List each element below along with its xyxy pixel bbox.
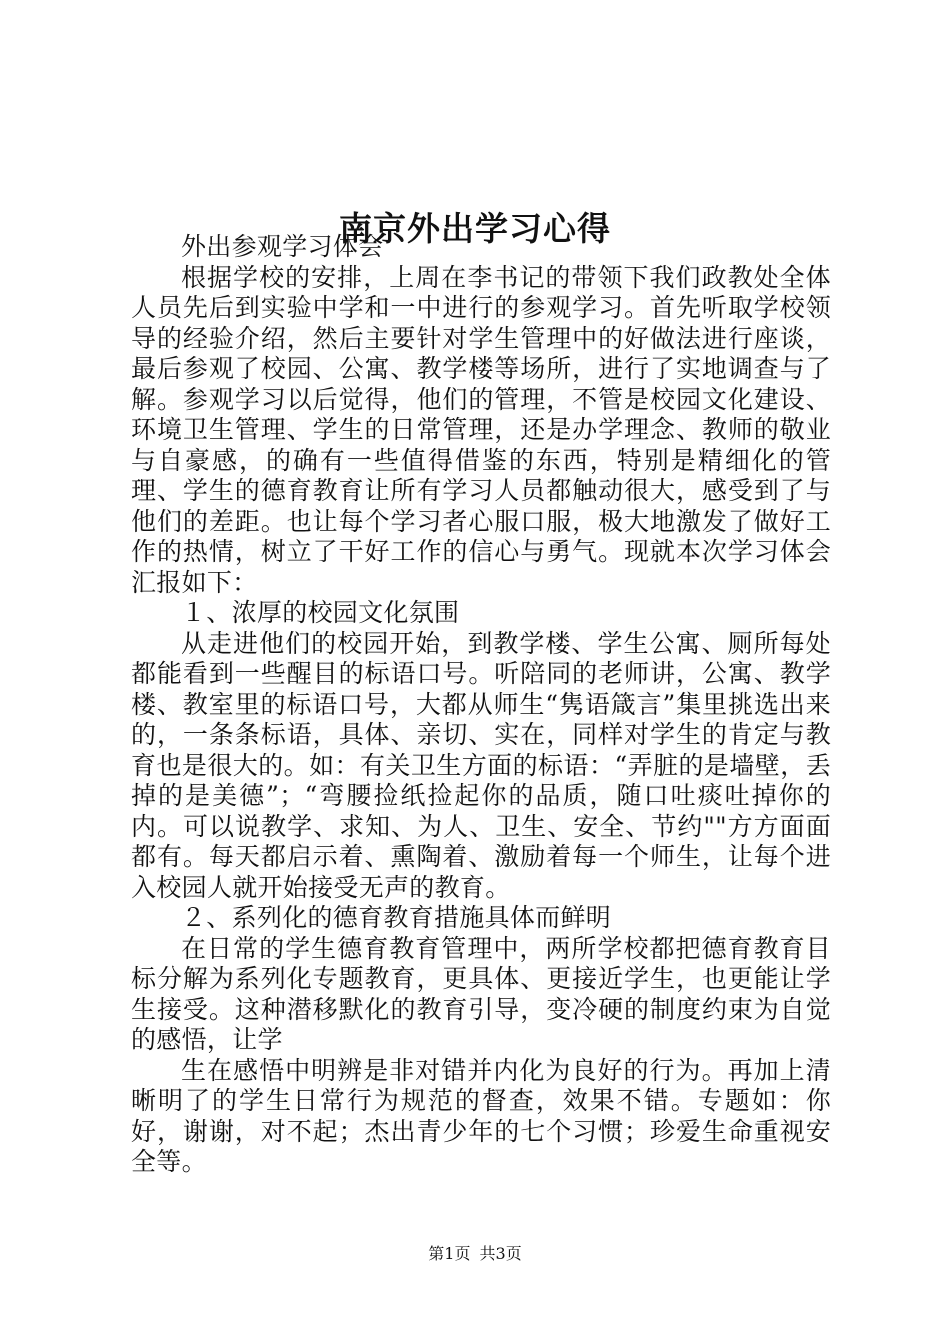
page-footer (0, 1243, 950, 1265)
document-body (131, 232, 831, 1178)
paragraph-intro: 根据学校的安排，上周在李书记的带领下我们政教处全体人员先后到实验中学和一中进行的参观学习。首先听取学校领导的经验介绍，然后主要针对学生管理中的好做法进行座谈，最后参观了校园、公寓、教学楼等场所，进行了实地调查与了解。参观学习以后觉得，他们的管理，不管是校园文化建设、环境卫生管理、学生的日常管理，还是办学理念、教师的敬业与自豪感，的确有一些值得借鉴的东西，特别是精细化的管理、学生的德育教育让所有学习人员都触动很大，感受到了与他们的差距。也让每个学习者心服口服，极大地激发了做好工作的热情，树立了干好工作的信心与勇气。现就本次学习体会汇报如下： (131, 262, 831, 597)
paragraph-section-2a: 在日常的学生德育教育管理中，两所学校都把德育教育目标分解为系列化专题教育，更具体、更接近学生，也更能让学生接受。这种潜移默化的教育引导，变冷硬的制度约束为自觉的感悟，让学 (131, 933, 831, 1054)
section-heading-2: ２、系列化的德育教育措施具体而鲜明 (181, 903, 612, 932)
document-title: 南京外出学习心得 (339, 209, 611, 249)
paragraph-subtitle: 外出参观学习体会 (181, 232, 384, 261)
paragraph-section-1: 从走进他们的校园开始，到教学楼、学生公寓、厕所每处都能看到一些醒目的标语口号。听陪同的老师讲，公寓、教学楼、教室里的标语口号，大都从师生“隽语箴言”集里挑选出来的，一条条标语，具体、亲切、实在，同样对学生的肯定与教育也是很大的。如：有关卫生方面的标语：“弄脏的是墙壁，丢掉的是美德”；“弯腰捡纸捡起你的品质，随口吐痰吐掉你的内。可以说教学、求知、为人、卫生、安全、节约""方方面面都有。每天都启示着、熏陶着、激励着每一个师生，让每个进入校园人就开始接受无声的教育。 (131, 628, 831, 902)
page-total: 共3页 (479, 1244, 522, 1263)
page-number: 第1页 (428, 1244, 471, 1263)
paragraph-section-2b: 生在感悟中明辨是非对错并内化为良好的行为。再加上清晰明了的学生日常行为规范的督查，效果不错。专题如：你好，谢谢，对不起；杰出青少年的七个习惯；珍爱生命重视安全等。 (131, 1055, 831, 1176)
section-heading-1: １、浓厚的校园文化氛围 (181, 598, 460, 627)
